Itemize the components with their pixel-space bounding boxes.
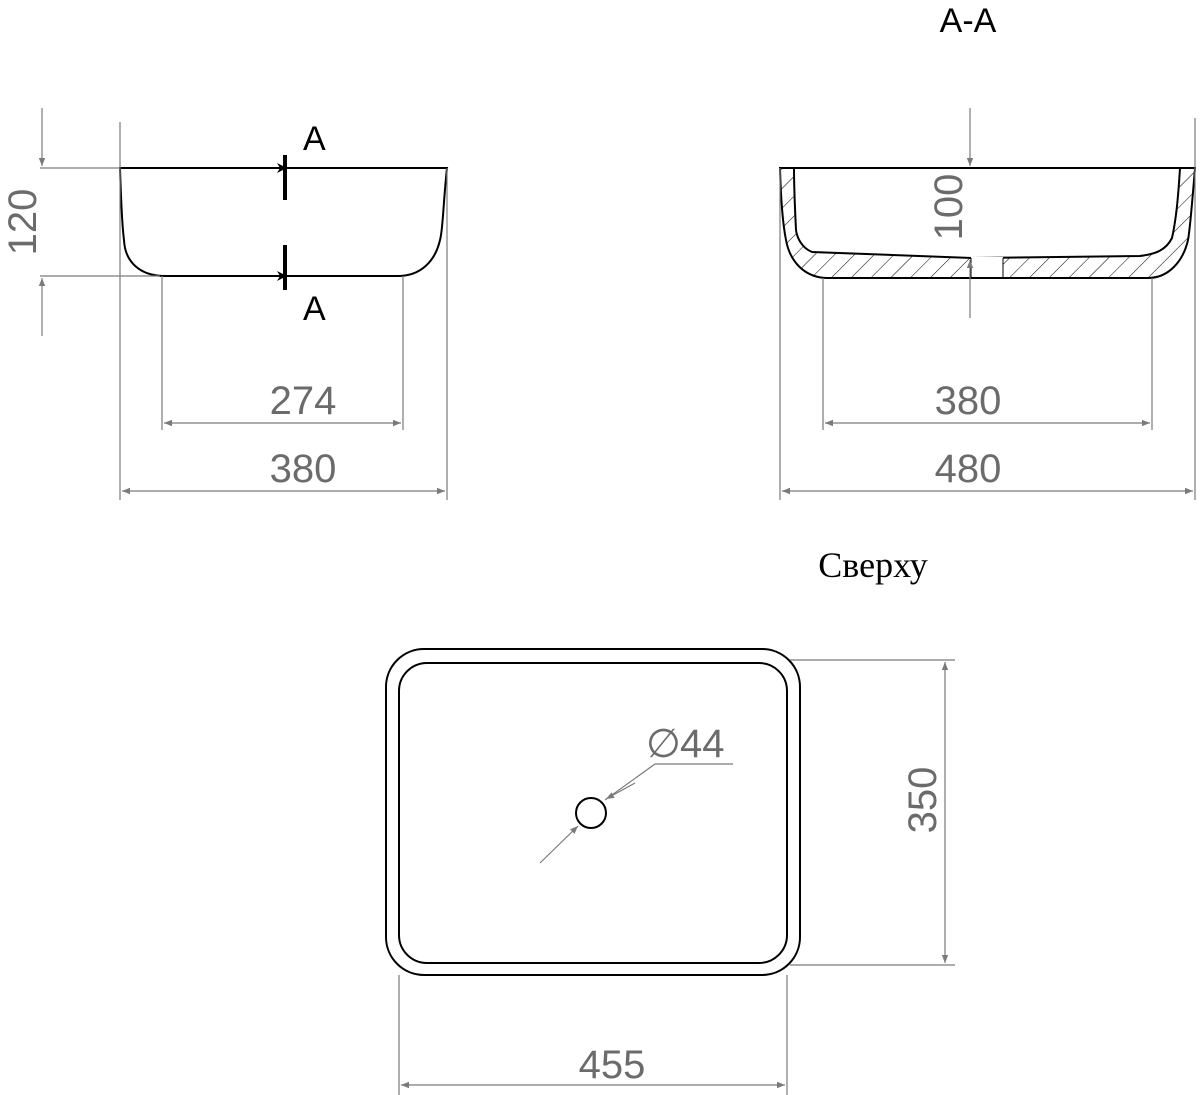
front-view (1, 108, 447, 500)
top-view (386, 545, 955, 1095)
section-title: A-A (939, 2, 997, 40)
inner-depth-dimension: 100 (927, 173, 971, 241)
section-width-dimension: 480 (934, 447, 1002, 491)
drain-hole (576, 798, 606, 828)
top-view-outer-rim (386, 649, 800, 975)
drain-diameter-dimension: 44 (680, 722, 725, 766)
section-mark-top: A (303, 120, 326, 158)
section-inner-width-dimension: 380 (934, 379, 1002, 423)
top-depth-dimension: 350 (901, 766, 945, 834)
section-view (780, 2, 1195, 500)
top-view-title: Сверху (818, 545, 928, 585)
top-width-dimension: 455 (578, 1043, 646, 1087)
bottom-width-dimension: 274 (269, 379, 337, 423)
diameter-symbol: ∅ (646, 722, 681, 766)
height-dimension: 120 (1, 188, 45, 256)
top-view-inner-bowl (399, 663, 787, 963)
section-mark-bottom: A (303, 290, 326, 328)
front-width-dimension: 380 (269, 447, 337, 491)
